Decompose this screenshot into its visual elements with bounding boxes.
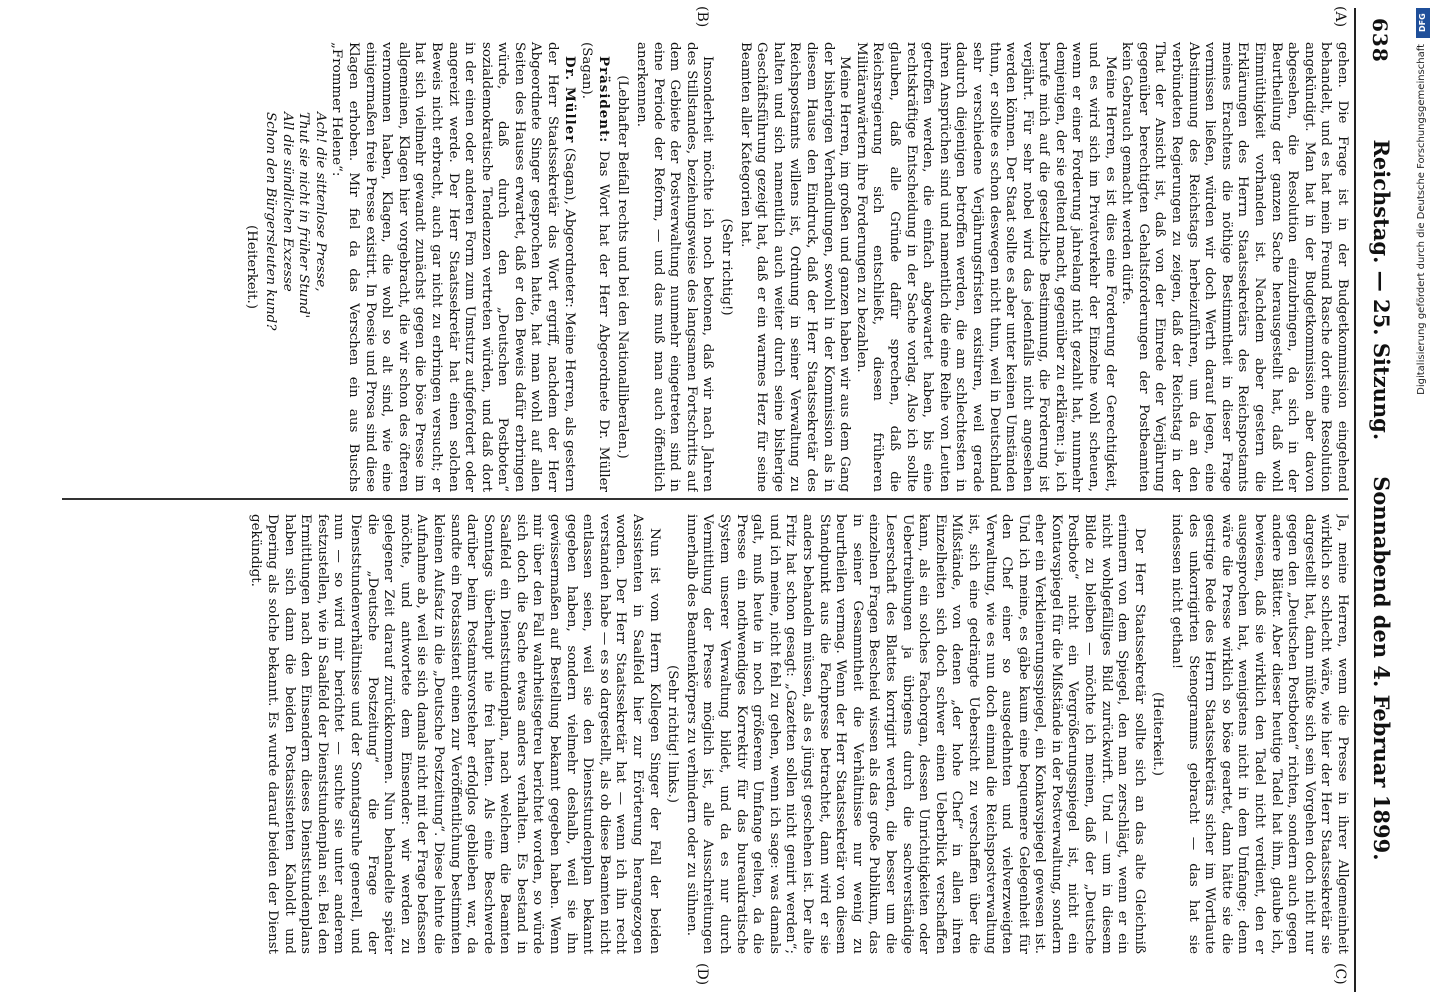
interjection: (Sehr richtig!) — [719, 218, 735, 316]
paragraph-text: Das Wort hat der Herr Abgeordnete Dr. Müller (Sagan). — [579, 42, 611, 492]
paragraph: Meine Herren, im großen und ganzen haben wir aus dem Gang der bisherigen Verhandlungen, sowohl in der Kommission als in diesem Hause den Eindruck, daß der Herr Staatssekretär des Reichspostamts willens ist, Ordnung in seiner Verwaltung zu halten und sich namentlich auch weiter durch seine bisherige Geschäftsführung gezeigt hat, daß er ein warmes Herz für seine Beamten aller Kategorien hat. — [737, 42, 853, 492]
document-sheet — [50, 8, 1410, 992]
margin-marker-a: (A) — [1332, 6, 1348, 28]
verse-line: Thut sie nicht in früher Stund' — [296, 112, 312, 319]
interjection: (Sehr richtig! links.) — [665, 665, 681, 803]
paragraph: Meine Herren, es ist dies eine Forderung der Gerechtigkeit, und es wird sich im Privatverkehr der Einzelne wohl scheuen, wenn er einer Forderung jahrelang nicht gezahlt hat, nunmehr demjenigen, der sie geltend macht, gegenüber zu erklären: ja, ich berufe mich auf die gesetzliche Bestimmung, die Forderung ist verjährt. Für sehr nobel wird das jedenfalls nicht angesehen werden können. Der Staat sollte es aber unter keinen Umständen thun, er sollte es schon deswegen nicht thun, weil in Deutschland sehr verschiedene Verjährungsfristen existiren, weil gerade dadurch diejenigen betroffen werden, die am schlechtesten in ihren Ansprüchen sind und namentlich die eine Reihe von Leuten getroffen werden, die einfach abgewartet haben, bis eine rechtskräftige Entscheidung in der Sache vorlag. Also ich sollte glauben, daß alle Gründe dafür sprechen, daß die Reichsregierung sich entschließt, diesen früheren Militäranwärtern ihre Forderungen zu bezahlen. — [853, 42, 1118, 492]
paragraph: gehen. Die Frage ist in der Budgetkommission eingehend behandelt, und es hat mein Freund Rasche dort eine Resolution angekündigt. Man hat in der Budgetkommission aber davon abgesehen, die Resolution einzubringen, da sich in der Beurtheilung der ganzen Sache herausgestellt hat, daß wohl Einmüthigkeit vorhanden ist. Nachdem aber gestern die Erklärungen des Herrn Staatssekretärs des Reichspostamts meines Erachtens die nöthige Bestimmtheit in dieser Frage vermissen ließen, würden wir doch Werth darauf legen, eine Abstimmung des Reichstags herbeizuführen, um da an den verbündeten Regierungen zu zeigen, daß der Reichstag in der That der Ansicht ist, daß von der Einrede der Verjährung gegenüber berechtigten Gehaltsforderungen der Postbeamten kein Gebrauch gemacht werden dürfe. — [1119, 42, 1350, 492]
interjection: (Heiterkeit.) — [244, 225, 260, 309]
paragraph — [328, 42, 578, 492]
paragraph-text: (Sagan), Abgeordneter: Meine Herren, als gestern der Herr Staatssekretär das Wort ergriff, nachdem der Herr Abgeordnete Singer gesprochen hatte, hat man wohl auf allen Seiten des Hauses erwartet, daß er den Beweis dafür erbringen würde, daß durch den „Deutschen Postboten“ sozialdemokratische Tendenzen vertreten würden, und daß dort in der einen oder anderen Form zum Umsturz aufgefordert oder angereizt werde. Der Herr Staatssekretär hat einen solchen Beweis nicht erbracht, auch gar nicht zu erbringen versucht; er hat sich vielmehr gewandt zunächst gegen die böse Presse im allgemeinen, Klagen hier vorgebracht, die wir schon des öfteren vernommen haben, Klagen, die wohl so alt sind, wie eine einigermaßen freie Presse existirt. In Poesie und Prosa sind diese Klagen erhoben. Mir fiel da das Verschen ein aus Buschs „Frommer Helene“: — [329, 42, 577, 492]
column-divider — [62, 498, 1348, 500]
left-column — [60, 16, 1350, 492]
header-title — [1369, 8, 1394, 992]
running-header — [1354, 8, 1404, 992]
interjection: (Lebhafter Beifall rechts und bei den Nationalliberalen.) — [615, 75, 631, 459]
session-title: Reichstag. — 25. Sitzung. — [1369, 139, 1394, 441]
paragraph — [578, 42, 612, 492]
page-number: 638 — [1368, 18, 1392, 63]
speaker-name: Präsident: — [595, 56, 612, 144]
verse-line: All die sündlichen Exzesse — [279, 112, 295, 292]
session-date: Sonnabend den 4. Februar 1899. — [1369, 476, 1394, 861]
margin-marker-c: (C) — [1332, 963, 1348, 985]
rotated-page — [50, 8, 1410, 992]
dfg-logo: DFG — [1416, 8, 1430, 38]
margin-marker-b: (B) — [694, 6, 710, 28]
interjection: (Heiterkeit.) — [1150, 692, 1166, 776]
speaker-name: Dr. Müller — [561, 56, 578, 144]
paragraph: Insonderheit möchte ich noch betonen, daß wir nach Jahren des Stillstandes, beziehungsweise des langsamen Fortschritts auf dem Gebiete der Postverwaltung nunmehr eingetreten sind in eine Periode der Reform, — und das muß man auch öffentlich anerkennen. — [634, 42, 716, 492]
verse-line: Ach! die sittenlose Presse, — [312, 112, 328, 292]
margin-marker-d: (D) — [694, 963, 710, 986]
paragraph: Nun ist vom Herrn Kollegen Singer der Fall der beiden Assistenten in Saalfeld hier zur Erörterung herangezogen worden. Der Herr Staatssekretär hat — wenn ich ihn recht verstanden habe — es so dargestellt, als ob diese Beamten nicht entlassen seien, weil sie den Dienststundenplan bekannt gegeben haben, sondern vielmehr deshalb, weil sie ihn gewissermaßen auf Bestellung bekannt gegeben haben. Wenn mir über den Fall wahrheitsgetreu berichtet worden, so würde sich doch die Sache etwas anders verhalten. Es bestand in Saalfeld ein Dienststundenplan, nach welchem die Beamten Sonntags überhaupt nie frei hatten. Als eine Beschwerde darüber beim Postamtsvorsteher erfolglos geblieben war, da sandte ein Postassistent einen zur Veröffentlichung bestimmten kleinen Aufsatz in die „Deutsche Postzeitung“. Diese lehnte die Aufnahme ab, weil sie sich damals nicht mit der Frage befassen möchte, und antwortete dem Einsender: wir werden zu gelegener Zeit darauf zurückkommen. Nun behandelte später die „Deutsche Postzeitung“ die Frage der Dienststundenverhältnisse und der Sonntagsruhe generell, und nun — so wird mir berichtet — suchte sie unter anderem festzustellen, wie in Saalfeld der Dienststundenplan sei. Bei den Ermittlungen nach den Einsendern dieses Dienststundenplans haben sich dann die beiden Postassistenten Kaholdt und Dpering als solche bekannt. Es wurde darauf beiden der Dienst gekündigt. — [248, 514, 662, 954]
paragraph: Der Herr Staatssekretär sollte sich an das alte Gleichniß erinnern von dem Spiegel, den man zerschlägt, wenn er ein nicht wohlgefälliges Bild zurückwirft. Und — um in diesem Bilde zu bleiben — möchte ich meinen, daß der „Deutsche Postbote“ nicht ein Vergrößerungsspiegel ist, nicht ein Kontavspiegel für die Mißstände in der Postverwaltung, sondern eher ein Verkleinerungsspiegel, ein Konkavspiegel gewesen ist. Und ich meine, es gäbe kaum eine bequemere Gelegenheit für den Chef einer so ausgedehnten und vielverzweigten Verwaltung, wie es nun doch einmal die Reichspostverwaltung ist, sich eine gedrängte Uebersicht zu verschaffen über die Mißstände, von denen „der hohe Chef“ in allen ihren Einzelheiten sich doch schwer einen Ueberblick verschaffen kann, als ein solches Fachorgan, dessen Unrichtigkeiten oder Uebertreibungen ja übrigens durch die sachverständige Leserschaft des Blattes korrigirt werden, die besser um die einzelnen Fragen Bescheid wissen als das große Publikum, das in seiner Gesammtheit die Verhältnisse nur wenig zu beurtheilen vermag. Wenn der Herr Staatssekretär von diesem Standpunkt aus die Fachpresse betrachtet, dann wird er sie anders behandeln müssen, als es jüngst geschehen ist. Der alte Fritz hat schon gesagt: „Gazetten sollen nicht genirt werden“; und ich meine, nicht fehl zu gehen, wenn ich sage: was damals galt, muß heute in noch größerem Umfange gelten, da die Presse ein nothwendiges Korrektiv für das bureaukratische System unserer Verwaltung bildet, und da es nur durch Vermittlung der Presse möglich ist, alle Ausschreitungen innerhalb des Beamtenkörpers zu verhindern oder zu sühnen. — [683, 514, 1147, 954]
verse-line: Schon den Bürgersleuten kund? — [263, 112, 278, 331]
right-column — [60, 514, 1350, 954]
paragraph: Ja, meine Herren, wenn die Presse in ihrer Allgemeinheit wirklich so schlecht wäre, wie hier der Herr Staatssekretär sie dargestellt hat, dann müßte sich sein Vorgehen doch nicht nur gegen den „Deutschen Postboten“ richten, sondern auch gegen andere Blätter. Aber dieser heutige Tadel hat ihm, glaube ich, bewiesen, daß sie wirklich den Tadel nicht verdient, den er ausgesprochen hat, wenigstens nicht in dem Umfange; denn wäre die Presse wirklich so böse geartet, dann hätte sie die gestrige Rede des Herrn Staatssekretärs sicher im Wortlaute des unkorrigirten Stenogramms gebracht — das hat sie indessen nicht gethan! — [1169, 514, 1350, 954]
digitization-sidebar — [1414, 0, 1434, 1000]
funding-credit: Digitalisierung gefördert durch die Deutsche Forschungsgemeinschaft — [1416, 44, 1427, 395]
